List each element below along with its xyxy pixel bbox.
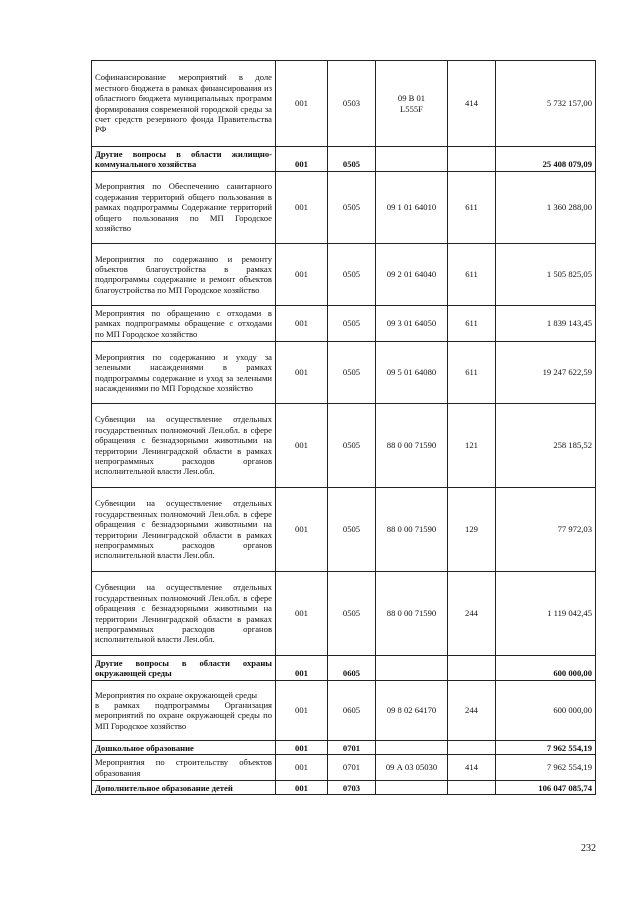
row-target-article: 09 А 03 05030 xyxy=(376,755,448,781)
row-amount: 600 000,00 xyxy=(496,680,596,740)
row-description: Мероприятия по содержанию и уходу за зелеными насаждениями в рамках подпрограммы содержание и уход за зелеными насаждениями по МП Городское хозяйство xyxy=(92,342,276,404)
row-org-code: 001 xyxy=(276,488,328,572)
row-section-code: 0505 xyxy=(328,342,376,404)
row-expense-type: 129 xyxy=(448,488,496,572)
row-expense-type xyxy=(448,656,496,681)
row-section-code: 0701 xyxy=(328,740,376,754)
row-description: Мероприятия по Обеспечению санитарного содержания территорий общего пользования в рамках подпрограммы Содержание территорий общего пользования по МП Городское хозяйство xyxy=(92,171,276,243)
row-expense-type: 414 xyxy=(448,61,496,147)
row-amount: 25 408 079,09 xyxy=(496,147,596,172)
table-row xyxy=(92,61,596,147)
budget-table-sheet xyxy=(91,60,595,795)
row-expense-type: 611 xyxy=(448,342,496,404)
row-section-code: 0505 xyxy=(328,243,376,305)
row-section-code: 0505 xyxy=(328,147,376,172)
row-section-code: 0503 xyxy=(328,61,376,147)
row-target-article: 09 5 01 64080 xyxy=(376,342,448,404)
table-row xyxy=(92,680,596,740)
table-row xyxy=(92,404,596,488)
row-amount: 7 962 554,19 xyxy=(496,740,596,754)
row-org-code: 001 xyxy=(276,740,328,754)
row-description: Субвенции на осуществление отдельных государственных полномочий Лен.обл. в сфере обращения с безнадзорными животными на территории Ленинградской области в рамках непрограммных расходов органов исполнительной власти Лен.обл. xyxy=(92,488,276,572)
row-description: Мероприятия по обращению с отходами в рамках подпрограммы обращение с отходами по МП Городское хозяйство xyxy=(92,305,276,341)
row-description: Другие вопросы в области жилищно-коммунального хозяйства xyxy=(92,147,276,172)
row-section-code: 0505 xyxy=(328,404,376,488)
table-row xyxy=(92,305,596,341)
row-amount: 1 119 042,45 xyxy=(496,572,596,656)
table-row xyxy=(92,572,596,656)
row-description: Дополнительное образование детей xyxy=(92,781,276,795)
table-row xyxy=(92,488,596,572)
row-target-article: 09 В 01 L555F xyxy=(376,61,448,147)
row-amount: 19 247 622,59 xyxy=(496,342,596,404)
budget-table xyxy=(91,60,596,795)
row-expense-type: 121 xyxy=(448,404,496,488)
row-description: Другие вопросы в области охраны окружающей среды xyxy=(92,656,276,681)
row-section-code: 0505 xyxy=(328,572,376,656)
row-org-code: 001 xyxy=(276,680,328,740)
row-amount: 1 839 143,45 xyxy=(496,305,596,341)
row-org-code: 001 xyxy=(276,305,328,341)
row-description: Субвенции на осуществление отдельных государственных полномочий Лен.обл. в сфере обращения с безнадзорными животными на территории Ленинградской области в рамках непрограммных расходов органов исполнительной власти Лен.обл. xyxy=(92,572,276,656)
row-section-code: 0505 xyxy=(328,171,376,243)
row-org-code: 001 xyxy=(276,755,328,781)
row-section-code: 0703 xyxy=(328,781,376,795)
row-section-code: 0505 xyxy=(328,305,376,341)
row-expense-type: 611 xyxy=(448,305,496,341)
page-number: 232 xyxy=(581,843,596,854)
row-target-article: 88 0 00 71590 xyxy=(376,404,448,488)
row-description: Мероприятия по содержанию и ремонту объектов благоустройства в рамках подпрограммы содержание и ремонт объектов благоустройства по МП Городское хозяйство xyxy=(92,243,276,305)
row-section-code: 0505 xyxy=(328,488,376,572)
row-amount: 106 047 085,74 xyxy=(496,781,596,795)
row-section-code: 0701 xyxy=(328,755,376,781)
row-target-article xyxy=(376,740,448,754)
row-expense-type xyxy=(448,781,496,795)
row-section-code: 0605 xyxy=(328,656,376,681)
table-section-row xyxy=(92,781,596,795)
row-org-code: 001 xyxy=(276,171,328,243)
row-description: Дошкольное образование xyxy=(92,740,276,754)
row-org-code: 001 xyxy=(276,572,328,656)
row-section-code: 0605 xyxy=(328,680,376,740)
row-description: Софинансирование мероприятий в доле местного бюджета в рамках финансирования из областного бюджета муниципальных программ формирования современной городской среды за счет средств резервного фонда Правительства РФ xyxy=(92,61,276,147)
row-target-article: 88 0 00 71590 xyxy=(376,572,448,656)
row-target-article: 09 8 02 64170 xyxy=(376,680,448,740)
row-amount: 77 972,03 xyxy=(496,488,596,572)
row-org-code: 001 xyxy=(276,656,328,681)
row-org-code: 001 xyxy=(276,342,328,404)
row-org-code: 001 xyxy=(276,404,328,488)
row-target-article: 09 3 01 64050 xyxy=(376,305,448,341)
row-org-code: 001 xyxy=(276,61,328,147)
table-section-row xyxy=(92,656,596,681)
table-row xyxy=(92,243,596,305)
row-target-article: 88 0 00 71590 xyxy=(376,488,448,572)
row-expense-type xyxy=(448,147,496,172)
table-row xyxy=(92,171,596,243)
row-target-article xyxy=(376,147,448,172)
row-expense-type: 244 xyxy=(448,572,496,656)
row-expense-type xyxy=(448,740,496,754)
row-description: Мероприятия по строительству объектов образования xyxy=(92,755,276,781)
row-expense-type: 611 xyxy=(448,171,496,243)
row-amount: 1 360 288,00 xyxy=(496,171,596,243)
table-row xyxy=(92,342,596,404)
row-org-code: 001 xyxy=(276,243,328,305)
row-expense-type: 414 xyxy=(448,755,496,781)
row-target-article: 09 1 01 64010 xyxy=(376,171,448,243)
row-amount: 258 185,52 xyxy=(496,404,596,488)
row-expense-type: 244 xyxy=(448,680,496,740)
table-row xyxy=(92,755,596,781)
row-org-code: 001 xyxy=(276,781,328,795)
row-amount: 5 732 157,00 xyxy=(496,61,596,147)
row-amount: 7 962 554,19 xyxy=(496,755,596,781)
row-target-article xyxy=(376,781,448,795)
row-target-article xyxy=(376,656,448,681)
table-section-row xyxy=(92,147,596,172)
row-amount: 600 000,00 xyxy=(496,656,596,681)
row-amount: 1 505 825,05 xyxy=(496,243,596,305)
row-target-article: 09 2 01 64040 xyxy=(376,243,448,305)
row-description: Мероприятия по охране окружающей среды в рамках подпрограммы Организация мероприятий по охране окружающей среды по МП Городское хозяйство xyxy=(92,680,276,740)
row-description: Субвенции на осуществление отдельных государственных полномочий Лен.обл. в сфере обращения с безнадзорными животными на территории Ленинградской области в рамках непрограммных расходов органов исполнительной власти Лен.обл. xyxy=(92,404,276,488)
row-org-code: 001 xyxy=(276,147,328,172)
row-expense-type: 611 xyxy=(448,243,496,305)
table-section-row xyxy=(92,740,596,754)
